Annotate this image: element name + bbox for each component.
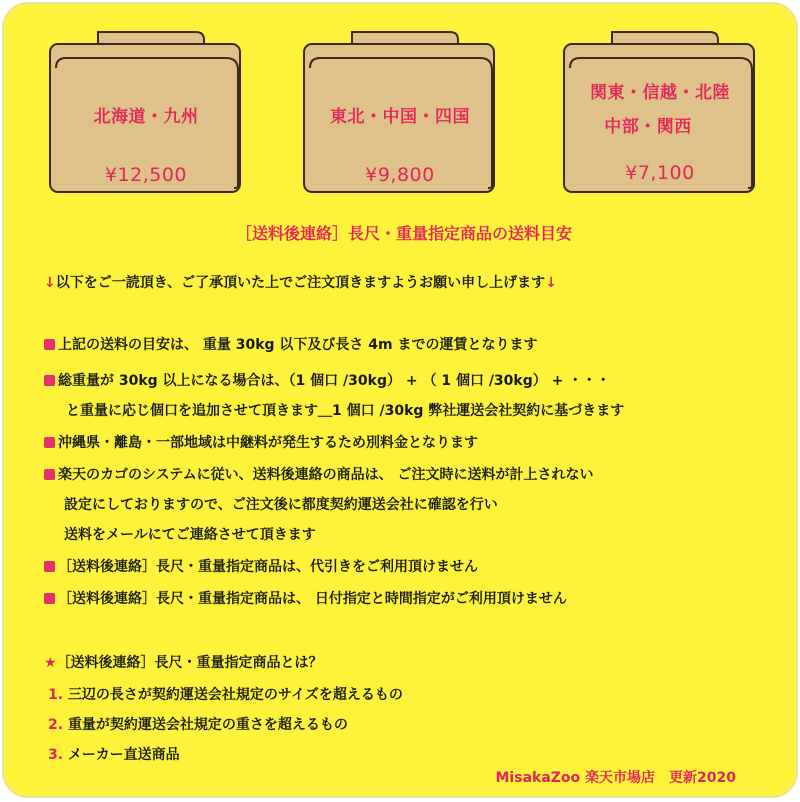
item-number: 3. [48,747,64,763]
notice-text: 以下をご一読頂き、ご了承頂いた上でご注文頂きますようお願い申し上げます [55,275,546,291]
price-label: ¥7,100 [625,162,695,184]
item-text: 重量が契約運送会社規定の重さを超えるもの [67,717,348,733]
square-bullet-icon [44,339,55,350]
note-item-continued [64,494,786,514]
store-footer: MisakaZoo 楽天市場店 更新2020 [495,770,736,786]
note-text: ［送料後連絡］長尺・重量指定商品は、 日付指定と時間指定がご利用頂けません [58,591,567,607]
note-text: 送料をメールにてご連絡させて頂きます [64,527,316,543]
price-label: ¥9,800 [365,164,435,186]
item-number: 2. [48,717,64,733]
definition-item [48,744,786,764]
note-text: と重量に応じ個口を追加させて頂きます＿1 個口 /30kg 弊社運送会社契約に基づきます [66,403,625,419]
definition-item [48,684,786,704]
region-label: 東北・中国・四国 [330,107,470,127]
square-bullet-icon [44,375,55,386]
item-number: 1. [48,687,64,703]
square-bullet-icon [44,561,55,572]
note-item [44,588,786,608]
region-label-line2: 中部・関西 [604,117,692,137]
note-item [44,432,786,452]
note-text: 総重量が 30kg 以上になる場合は、（1 個口 /30kg） + （ 1 個口 /30kg） + ・・・ [58,373,611,389]
square-bullet-icon [44,593,55,604]
square-bullet-icon [44,469,55,480]
note-item-continued [66,400,786,420]
rate-box-kanto-kansai [560,26,760,198]
note-text: 楽天のカゴのシステムに従い、送料後連絡の商品は、 ご注文時に送料が計上されない [58,467,594,483]
note-text: 沖縄県・離島・一部地域は中継料が発生するため別料金となります [58,435,478,451]
price-label: ¥12,500 [104,164,188,186]
square-bullet-icon [44,437,55,448]
note-text: 設定にしておりますので、ご注文後に都度契約運送会社に確認を行い [64,497,498,513]
rate-box-tohoku-chugoku-shikoku [300,26,500,198]
note-item [44,556,786,576]
shipping-info-panel [2,2,798,798]
item-text: 三辺の長さが契約運送会社規定のサイズを超えるもの [67,687,403,703]
note-text: ［送料後連絡］長尺・重量指定商品は、代引きをご利用頂けません [58,559,478,575]
region-label: 関東・信越・北陸 [590,83,730,103]
page-title: ［送料後連絡］長尺・重量指定商品の送料目安 [235,224,572,243]
down-arrow-icon: ↓ [545,275,557,291]
star-icon: ★ [44,655,57,671]
note-text: 上記の送料の目安は、 重量 30kg 以下及び長さ 4m までの運賃となります [58,337,538,353]
rate-box-hokkaido-kyushu [46,26,246,198]
note-item-continued [64,524,786,544]
definition-question [44,652,786,672]
note-item [44,464,786,484]
item-text: メーカー直送商品 [67,747,180,763]
note-item [44,370,786,390]
notice-line [44,272,786,292]
definition-item [48,714,786,734]
down-arrow-icon: ↓ [44,275,56,291]
region-label: 北海道・九州 [93,107,199,127]
definition-question-text: ［送料後連絡］長尺・重量指定商品とは？ [56,655,323,671]
note-item [44,334,786,354]
